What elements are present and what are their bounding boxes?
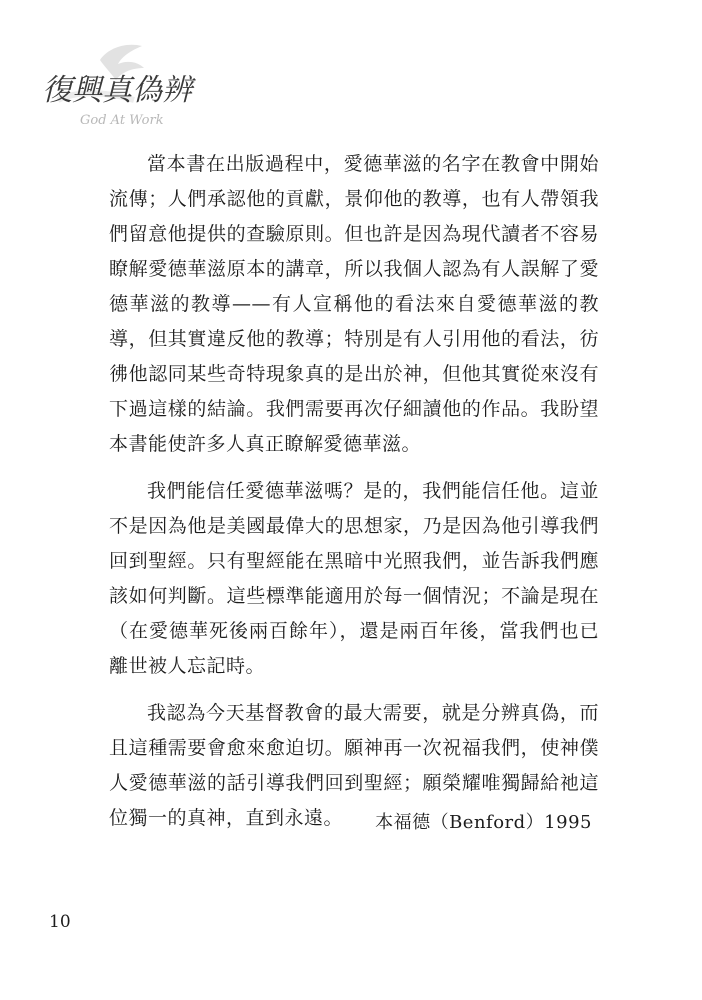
body-text: [109, 147, 599, 836]
paragraph-2: 我們能信任愛德華滋嗎？是的，我們能信任他。這並不是因為他是美國最偉大的思想家，乃是因為他引導我們回到聖經。只有聖經能在黑暗中光照我們，並告訴我們應該如何判斷。這些標準能適用於每一個情況；不論是現在（在愛德華死後兩百餘年），還是兩百年後，當我們也已離世被人忘記時。: [109, 480, 599, 677]
book-series-calligraphy-logo-icon: [38, 40, 198, 135]
page-number: 10: [49, 912, 71, 932]
paragraph-1: 當本書在出版過程中，愛德華滋的名字在教會中開始流傳；人們承認他的貢獻，景仰他的教導，也有人帶領我們留意他提供的查驗原則。但也許是因為現代讀者不容易瞭解愛德華滋原本的講章，所以我個人認為有人誤解了愛德華滋的教導——有人宣稱他的看法來自愛德華滋的教導，但其實違反他的教導；特別是有人引用他的看法，彷彿他認同某些奇特現象真的是出於神，但他其實從來沒有下過這樣的結論。我們需要再次仔細讀他的作品。我盼望本書能使許多人真正瞭解愛德華滋。: [109, 153, 599, 455]
logo-subtitle: God At Work: [80, 113, 164, 128]
logo-title: 復興真偽辨: [42, 73, 192, 108]
header-logo: [38, 40, 198, 135]
author-signature: 本福德（Benford）1995: [375, 812, 592, 833]
paragraph-3: 我認為今天基督教會的最大需要，就是分辨真偽，而且這種需要會愈來愈迫切。願神再一次祝福我們，使神僕人愛德華滋的話引導我們回到聖經；願榮耀唯獨歸給祂這位獨一的真神，直到永遠。: [109, 702, 599, 829]
